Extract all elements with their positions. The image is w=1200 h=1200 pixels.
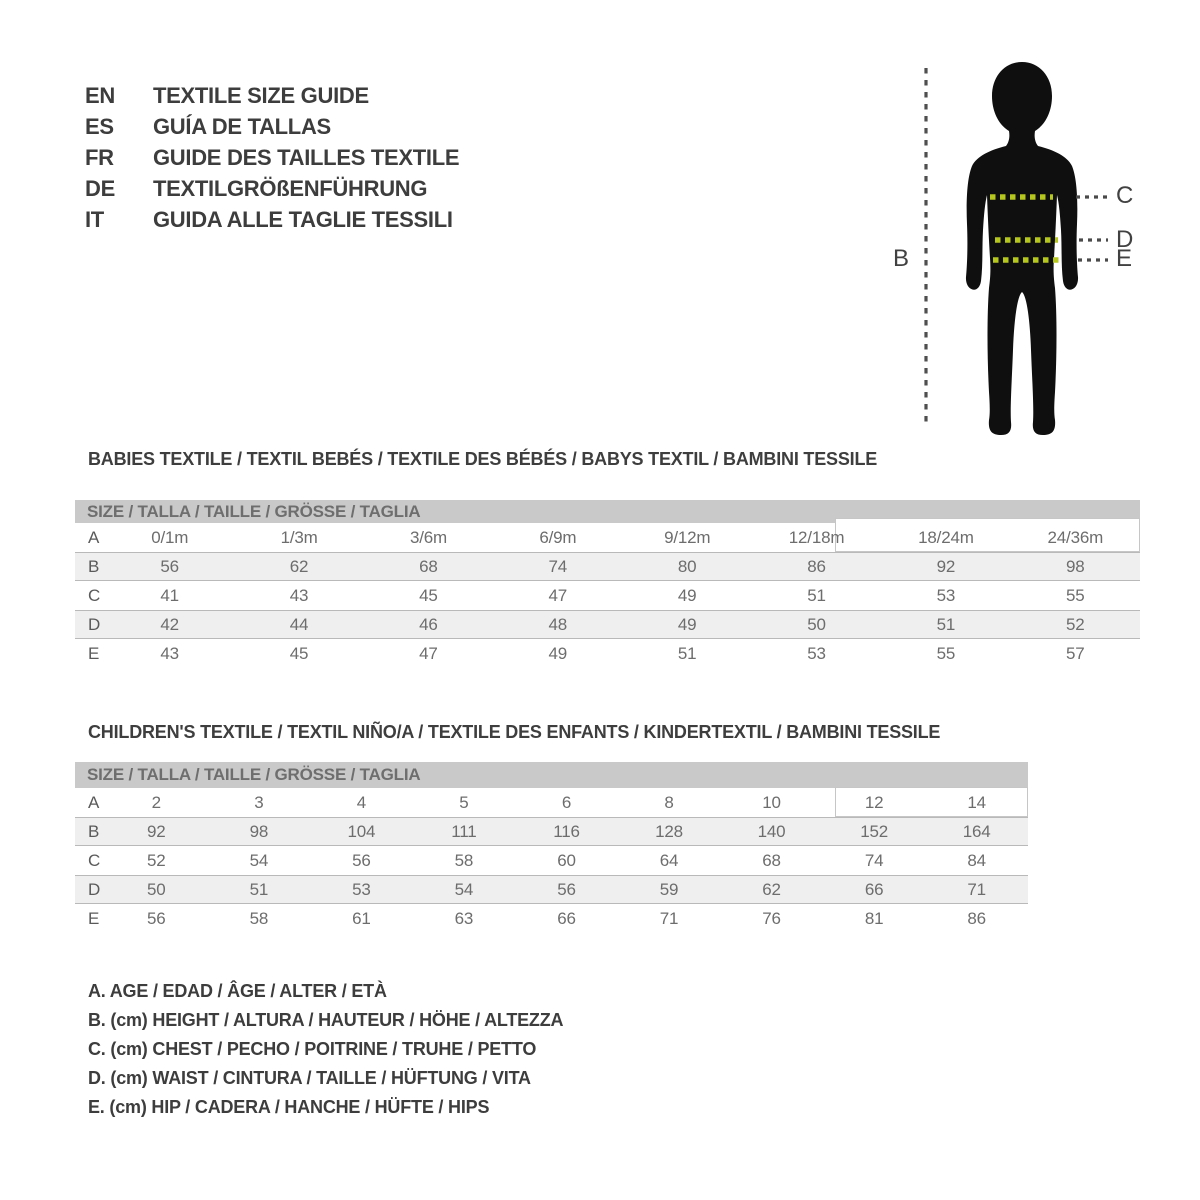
size-value: 56: [557, 879, 576, 899]
size-value: 12/18m: [788, 527, 845, 547]
size-table-header: SIZE / TALLA / TAILLE / GRÖSSE / TAGLIA: [87, 501, 421, 521]
size-value: 3/6m: [409, 527, 447, 547]
size-value: 52: [147, 850, 166, 870]
row-label: B: [88, 556, 100, 576]
size-value: 14: [967, 792, 986, 812]
size-value: 111: [451, 821, 477, 841]
language-code: EN: [85, 82, 115, 108]
size-value: 6: [561, 792, 572, 812]
language-row: [85, 80, 459, 111]
size-value: 54: [249, 850, 269, 870]
language-code: FR: [85, 144, 114, 170]
size-value: 64: [659, 850, 679, 870]
size-value: 61: [352, 908, 371, 928]
language-row: [85, 173, 459, 204]
size-value: 49: [677, 585, 697, 605]
size-value: 1/3m: [280, 527, 318, 547]
size-value: 84: [967, 850, 986, 870]
row-label: B: [88, 821, 100, 841]
size-value: 5: [459, 792, 469, 812]
size-value: 49: [548, 643, 568, 663]
legend-line: D. (cm) WAIST / CINTURA / TAILLE / HÜFTUNG / VITA: [88, 1068, 531, 1088]
language-code: ES: [85, 113, 114, 139]
babies-size-table: [75, 500, 1140, 668]
size-value: 54: [454, 879, 474, 899]
size-value: 44: [289, 614, 309, 634]
size-value: 56: [160, 556, 179, 576]
size-value: 53: [352, 879, 371, 899]
size-value: 51: [807, 585, 826, 605]
language-code: IT: [85, 206, 104, 232]
babies-section-title: BABIES TEXTILE / TEXTIL BEBÉS / TEXTILE DES BÉBÉS / BABYS TEXTIL / BAMBINI TESSILE: [88, 449, 878, 469]
figure-label-chest: C: [1116, 182, 1134, 209]
size-value: 24/36m: [1047, 527, 1104, 547]
size-value: 98: [1066, 556, 1085, 576]
size-value: 52: [1066, 614, 1085, 634]
size-value: 140: [757, 821, 786, 841]
row-label: A: [88, 792, 100, 812]
children-size-table: [75, 762, 1028, 933]
size-value: 2: [151, 792, 161, 812]
size-value: 50: [807, 614, 826, 634]
language-row: [85, 204, 459, 235]
size-value: 42: [160, 614, 179, 634]
size-value: 45: [419, 585, 438, 605]
size-value: 46: [419, 614, 438, 634]
size-value: 86: [807, 556, 826, 576]
language-row: [85, 142, 459, 173]
size-row-B: [75, 552, 1140, 581]
size-value: 53: [807, 643, 826, 663]
legend-line: B. (cm) HEIGHT / ALTURA / HAUTEUR / HÖHE / ALTEZZA: [88, 1010, 564, 1030]
size-value: 92: [147, 821, 166, 841]
size-value: 51: [936, 614, 956, 634]
size-value: 51: [249, 879, 269, 899]
row-label: D: [88, 614, 101, 634]
size-value: 47: [419, 643, 438, 663]
figure-label-hip: E: [1116, 245, 1133, 272]
size-row-A: [75, 788, 1028, 817]
size-row-C: [75, 846, 1028, 875]
language-row: [85, 111, 459, 142]
size-value: 76: [762, 908, 781, 928]
size-row-B: [75, 817, 1028, 846]
language-title: TEXTILE SIZE GUIDE: [153, 82, 369, 108]
size-value: 71: [967, 879, 986, 899]
figure-label-height: B: [893, 245, 910, 272]
size-value: 68: [762, 850, 781, 870]
size-row-E: [75, 639, 1140, 668]
language-title: TEXTILGRÖßENFÜHRUNG: [153, 175, 428, 201]
size-value: 68: [419, 556, 438, 576]
size-value: 55: [936, 643, 956, 663]
size-value: 3: [254, 792, 264, 812]
size-value: 51: [677, 643, 697, 663]
legend-line: C. (cm) CHEST / PECHO / POITRINE / TRUHE / PETTO: [88, 1039, 537, 1059]
size-row-E: [75, 904, 1028, 933]
size-value: 50: [147, 879, 166, 899]
size-value: 58: [454, 850, 474, 870]
size-value: 60: [557, 850, 576, 870]
figure-label-waist: D: [1116, 226, 1134, 253]
size-value: 4: [356, 792, 366, 812]
size-value: 8: [664, 792, 674, 812]
language-title: GUÍA DE TALLAS: [153, 113, 331, 139]
size-value: 9/12m: [664, 527, 711, 547]
size-value: 92: [936, 556, 956, 576]
size-value: 18/24m: [918, 527, 974, 547]
size-value: 81: [864, 908, 884, 928]
size-value: 53: [936, 585, 956, 605]
size-value: 74: [864, 850, 884, 870]
size-value: 62: [289, 556, 309, 576]
size-value: 128: [655, 821, 683, 841]
size-value: 48: [548, 614, 568, 634]
size-value: 66: [557, 908, 576, 928]
size-value: 43: [289, 585, 309, 605]
size-value: 0/1m: [151, 527, 189, 547]
size-value: 45: [289, 643, 309, 663]
size-value: 71: [659, 908, 679, 928]
size-row-A: [75, 523, 1140, 552]
size-table-header-row: [75, 500, 1140, 523]
size-value: 12: [864, 792, 884, 812]
row-label: A: [88, 527, 100, 547]
children-section-title: CHILDREN'S TEXTILE / TEXTIL NIÑO/A / TEXTILE DES ENFANTS / KINDERTEXTIL / BAMBINI TESSILE: [88, 722, 941, 742]
size-row-C: [75, 581, 1140, 610]
legend-line: A. AGE / EDAD / ÂGE / ALTER / ETÀ: [88, 981, 387, 1001]
size-table-header-row: [75, 762, 1028, 788]
size-value: 6/9m: [539, 527, 577, 547]
size-value: 63: [454, 908, 474, 928]
size-value: 55: [1066, 585, 1085, 605]
size-value: 62: [762, 879, 781, 899]
row-label: E: [88, 643, 100, 663]
size-value: 57: [1066, 643, 1085, 663]
language-list: [85, 80, 459, 235]
size-value: 43: [160, 643, 179, 663]
size-value: 49: [677, 614, 697, 634]
size-value: 59: [659, 879, 679, 899]
child-silhouette: [966, 62, 1078, 435]
language-title: GUIDA ALLE TAGLIE TESSILI: [153, 206, 453, 232]
measurement-figure: [880, 40, 1200, 460]
language-title: GUIDE DES TAILLES TEXTILE: [153, 144, 460, 170]
size-value: 104: [347, 821, 376, 841]
size-value: 74: [548, 556, 568, 576]
row-label: C: [88, 850, 101, 870]
size-value: 80: [677, 556, 697, 576]
size-value: 152: [860, 821, 888, 841]
size-value: 58: [249, 908, 269, 928]
size-value: 56: [352, 850, 371, 870]
measurement-legend: [88, 977, 563, 1122]
size-value: 10: [762, 792, 781, 812]
row-label: E: [88, 908, 100, 928]
size-value: 116: [553, 821, 580, 841]
legend-line: E. (cm) HIP / CADERA / HANCHE / HÜFTE / HIPS: [88, 1097, 490, 1117]
size-value: 164: [962, 821, 991, 841]
size-value: 98: [249, 821, 269, 841]
size-row-D: [75, 610, 1140, 639]
size-row-D: [75, 875, 1028, 904]
size-value: 56: [147, 908, 166, 928]
size-value: 41: [160, 585, 179, 605]
row-label: D: [88, 879, 101, 899]
size-value: 66: [864, 879, 884, 899]
size-value: 86: [967, 908, 986, 928]
language-code: DE: [85, 175, 115, 201]
size-table-header: SIZE / TALLA / TAILLE / GRÖSSE / TAGLIA: [87, 765, 421, 784]
row-label: C: [88, 585, 101, 605]
size-value: 47: [548, 585, 568, 605]
